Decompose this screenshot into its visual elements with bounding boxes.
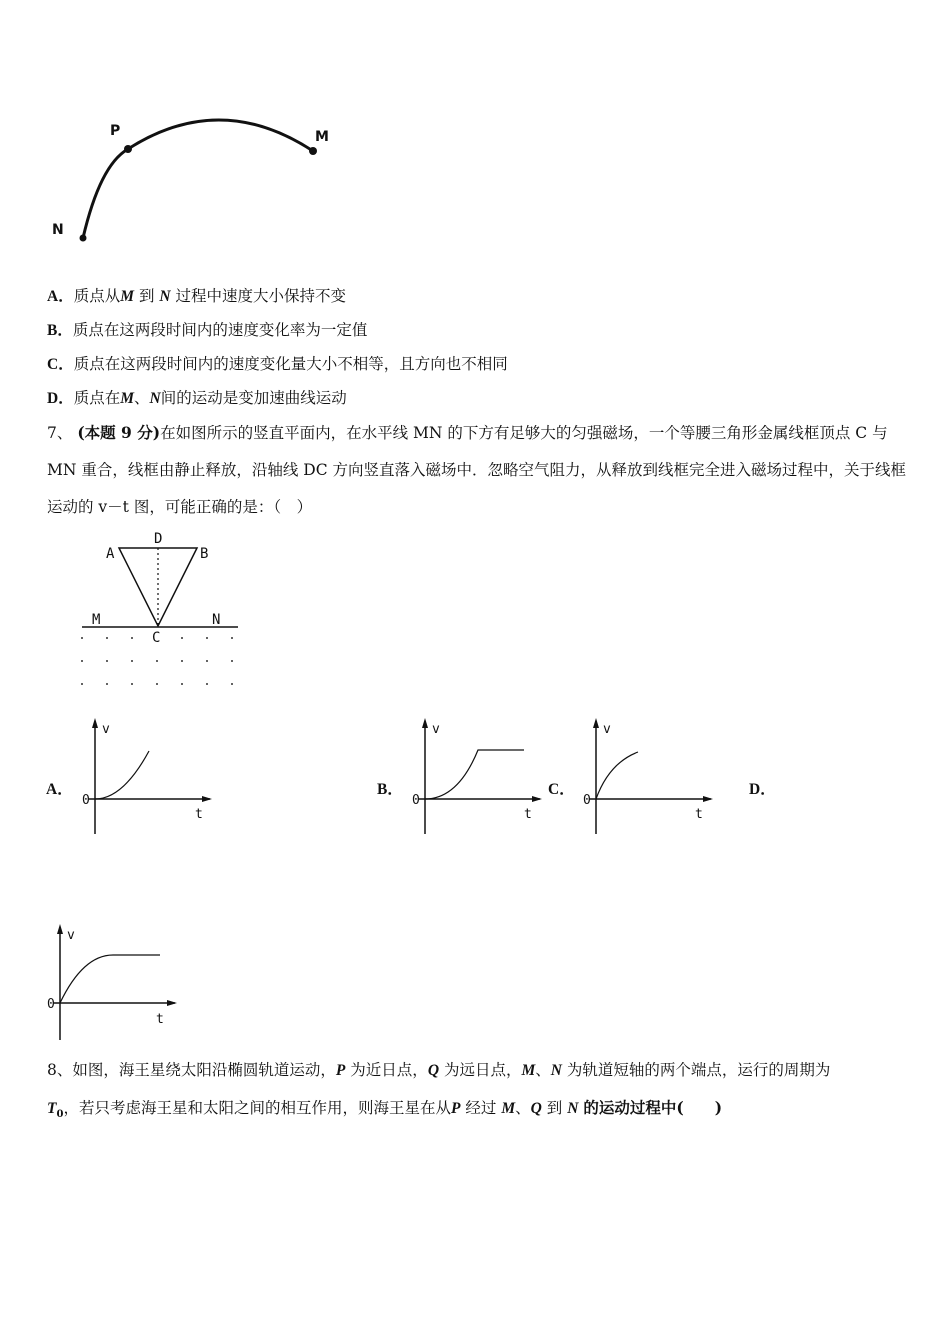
label-b: B [200, 546, 209, 562]
graph-a-curve [95, 751, 149, 799]
q7-tag: (本题 9 分) [77, 423, 161, 442]
graph-b-t: t [524, 807, 532, 822]
label-p: P [110, 123, 121, 139]
q8-line-2: $T_0$，若只考虑海王星和太阳之间的相互作用，则海王星在从P 经过 M、Q 到 N 的运动过程中( ) [47, 1098, 723, 1121]
q7-option-a-label: A． [46, 781, 73, 798]
q7-number: 7、 [47, 424, 73, 442]
triangle-field-figure [70, 528, 250, 693]
graph-d-curve [60, 955, 160, 1003]
q6-option-d: D．质点在M、N间的运动是变加速曲线运动 [47, 389, 347, 407]
label-a: A [106, 546, 115, 562]
graph-c [579, 716, 719, 838]
graph-c-v: v [603, 722, 611, 737]
graph-a-t: t [195, 807, 203, 822]
label-c: C [152, 630, 161, 646]
point-m-dot [309, 147, 317, 155]
graph-d [43, 922, 183, 1044]
graph-d-o: 0 [47, 997, 55, 1012]
q6-option-a: A．质点从M 到 N 过程中速度大小保持不变 [47, 287, 347, 305]
graph-b-v: v [432, 722, 440, 737]
label-m: M [315, 129, 329, 145]
label-d: D [154, 531, 163, 547]
label-n: N [212, 612, 221, 628]
graph-b [408, 716, 548, 838]
q7-option-d-label: D． [749, 781, 776, 798]
graph-d-t: t [156, 1012, 164, 1027]
graph-a [78, 716, 218, 838]
q8-line-1: 8、如图，海王星绕太阳沿椭圆轨道运动，P 为近日点，Q 为远日点，M、N 为轨道短轴的两个端点，运行的周期为 [47, 1061, 831, 1079]
point-p-dot [124, 145, 132, 153]
graph-a-o: 0 [82, 793, 90, 808]
graph-b-curve [425, 750, 524, 799]
graph-c-o: 0 [583, 793, 591, 808]
graph-b-o: 0 [412, 793, 420, 808]
q7-option-c-label: C． [548, 781, 575, 798]
graph-c-curve [596, 752, 638, 799]
q7-option-b-label: B． [377, 781, 403, 798]
graph-d-v: v [67, 928, 75, 943]
graph-c-t: t [695, 807, 703, 822]
label-n: N [52, 222, 64, 238]
q8-number: 8、 [47, 1061, 73, 1079]
point-n-dot [80, 235, 87, 242]
q6-option-c: C．质点在这两段时间内的速度变化量大小不相等，且方向也不相同 [47, 355, 508, 373]
q7-stem [47, 414, 917, 526]
orbit-arc-figure [40, 95, 360, 255]
q7-text: 在如图所示的竖直平面内，在水平线 MN 的下方有足够大的匀强磁场，一个等腰三角形金属线框顶点 C 与 MN 重合，线框由静止释放，沿轴线 DC 方向竖直落入磁场中．忽略空气阻力，从释放到线框完全进入磁场过程中，关于线框运动的 v－t 图，可能正确的是：（ ） [47, 424, 907, 516]
q6-option-b: B．质点在这两段时间内的速度变化率为一定值 [47, 321, 368, 339]
graph-a-v: v [102, 722, 110, 737]
label-m: M [92, 612, 101, 628]
